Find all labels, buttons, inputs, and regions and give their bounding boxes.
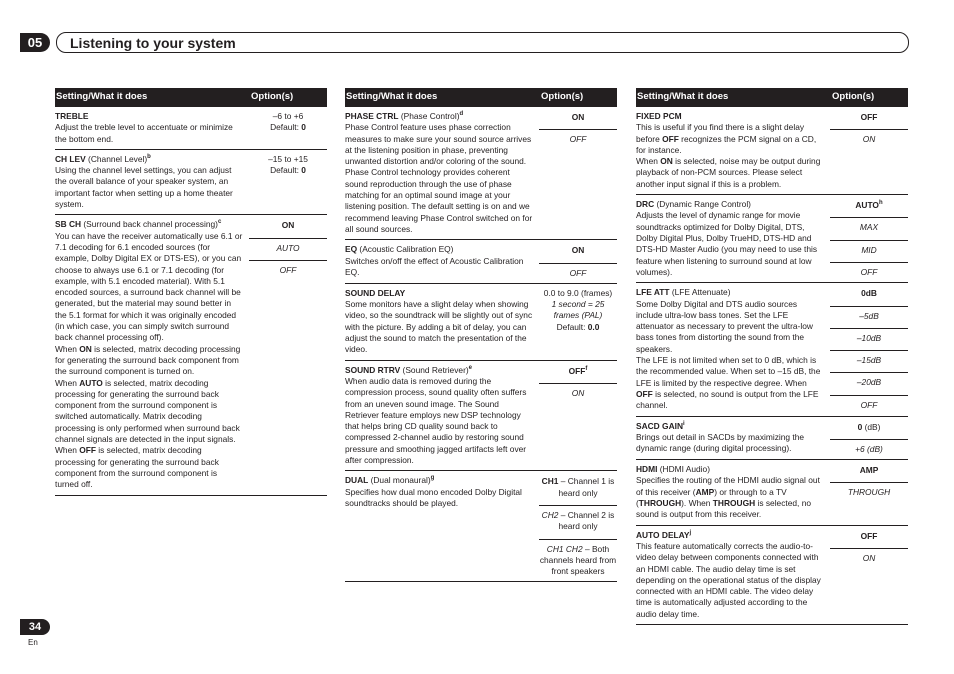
setting-description-cell xyxy=(636,199,827,278)
setting-options-cell xyxy=(539,111,617,235)
setting-name-label: CH LEV xyxy=(55,153,86,164)
setting-name-label: HDMI xyxy=(636,464,658,475)
option-value xyxy=(830,530,908,549)
option-value xyxy=(830,244,908,263)
chapter-number-tab: 05 xyxy=(20,33,50,52)
setting-row xyxy=(55,150,327,215)
option-label: –15dB xyxy=(856,355,882,366)
option-label: ON xyxy=(862,134,876,145)
setting-name-label: FIXED PCM xyxy=(636,111,682,121)
setting-description-text: Switches on/off the effect of Acoustic Calibration EQ. xyxy=(345,255,524,277)
setting-row xyxy=(345,107,617,240)
settings-table-column-3 xyxy=(636,88,908,625)
option-value xyxy=(539,133,617,145)
setting-name-label: PHASE CTRL xyxy=(345,111,399,121)
setting-name xyxy=(55,219,243,230)
option-value xyxy=(539,475,617,506)
page-number: 34 xyxy=(20,619,50,635)
setting-name xyxy=(636,464,824,475)
settings-table-column-1 xyxy=(55,88,327,496)
setting-row xyxy=(636,417,908,461)
option-label: ON xyxy=(281,220,295,231)
setting-description-cell xyxy=(345,244,536,279)
option-explanation: – Channel 1 is heard only xyxy=(558,476,615,498)
setting-name xyxy=(636,530,824,541)
setting-description-text: When ON is selected, noise may be output during playback of non-PCM sources. Please select another input signal if this is a problem. xyxy=(636,156,821,189)
option-label: AMP xyxy=(859,465,879,476)
option-value xyxy=(830,199,908,218)
setting-description-text: When ON is selected, matrix decoding processing for generating the surround back component from the surround component is turned on. xyxy=(55,343,241,377)
table-header xyxy=(345,88,617,107)
setting-name xyxy=(55,154,243,165)
option-label: AUTO xyxy=(276,242,300,253)
option-label: OFF xyxy=(860,112,878,122)
header-options-label: Option(s) xyxy=(541,91,584,102)
setting-name xyxy=(345,244,533,255)
setting-name-subtitle: (Acoustic Calibration EQ) xyxy=(357,244,454,255)
footnote-marker: g xyxy=(430,475,435,482)
option-value xyxy=(830,354,908,373)
setting-row xyxy=(55,107,327,150)
option-value xyxy=(539,387,617,399)
setting-name-label: AUTO DELAY xyxy=(636,529,690,540)
option-value xyxy=(830,399,908,411)
header-setting-label: Setting/What it does xyxy=(346,91,438,102)
setting-name-label: SB CH xyxy=(55,219,82,230)
footnote-marker: i xyxy=(683,420,685,427)
setting-description-text: Specifies the routing of the HDMI audio signal out of this receiver (AMP) or through to a TV (THROUGH). When THROUGH is selected, no sound is output from this receiver. xyxy=(636,475,820,520)
option-value xyxy=(830,486,908,498)
setting-description-text: Some monitors have a slight delay when showing video, so the soundtrack will be slightly out of sync with the picture. By adding a bit of delay, you can adjust the sound to match the presentation of the video. xyxy=(345,299,533,355)
setting-description-text: Phase Control feature uses phase correction measures to make sure your sound source arrives at the listening position in phase, preventing unwanted distortion and/or coloring of the sound. xyxy=(345,122,532,167)
setting-description-text: When AUTO is selected, matrix decoding processing for generating the surround back component from the surround component is switched automatically. Matrix decoding processing is only performed when surround back channel signals are detected in the input signals. xyxy=(55,377,240,445)
setting-description-text: Using the channel level settings, you can adjust the overall balance of your speaker system, an important factor when setting up a home theater system. xyxy=(55,165,233,210)
setting-description-cell xyxy=(55,219,246,490)
setting-name xyxy=(636,199,824,210)
setting-description-text: You can have the receiver automatically use 6.1 or 7.1 decoding for 6.1 encoded sources (for example, Dolby Digital EX or DTS-ES), or you can choose to always use 6.1 or 7.1 decoding (for example, with 5.1 encoded material). With 5.1 encoded sources, a surround back channel will be generated, but the material may sound better in the 5.1 format for which it was originally encoded (in which case, you can simply switch surround back channel processing off). xyxy=(55,230,243,343)
option-value xyxy=(539,111,617,130)
option-label: +6 (dB) xyxy=(855,443,883,454)
setting-description-text: This is useful if you find there is a slight delay before OFF recognizes the PCM signal on a CD, for instance. xyxy=(636,122,817,155)
option-label: OFF xyxy=(568,365,586,376)
setting-description-cell xyxy=(636,464,827,520)
chapter-title: Listening to your system xyxy=(70,35,236,51)
option-value xyxy=(830,421,908,440)
option-value xyxy=(539,244,617,263)
option-explanation: – Both channels heard from front speakers xyxy=(539,543,617,577)
setting-name-label: SOUND RTRV xyxy=(345,364,401,375)
setting-name xyxy=(55,111,243,122)
option-label: OFF xyxy=(860,530,878,541)
setting-description-cell xyxy=(345,111,536,235)
setting-name-label: DUAL xyxy=(345,475,369,486)
setting-description-cell xyxy=(636,530,827,620)
option-label: CH1 CH2 xyxy=(546,543,583,554)
setting-name-label: EQ xyxy=(345,244,358,255)
setting-name-subtitle: (LFE Attenuate) xyxy=(669,287,731,298)
option-value xyxy=(830,111,908,130)
option-value xyxy=(249,219,327,238)
option-value xyxy=(539,543,617,578)
setting-description-text: Some Dolby Digital and DTS audio sources include ultra-low bass tones. Set the LFE attenuator as necessary to prevent the ultra-low bass tones from distorting the sound from the speakers. xyxy=(636,298,813,354)
setting-row xyxy=(636,195,908,283)
option-label: –5dB xyxy=(859,310,879,321)
setting-row xyxy=(345,361,617,472)
setting-description-text: When OFF is selected, matrix decoding processing for generating the surround back component from the surround component is turned off. xyxy=(55,445,219,490)
setting-options-cell xyxy=(539,244,617,279)
setting-description-text: This feature automatically corrects the audio-to-video delay between components connected with an HDMI cable. The audio delay time is set depending on the operational status of the display connected with an HDMI cable. The video delay time is automatically adjusted according to the audio delay time. xyxy=(636,540,821,619)
option-label: 0 xyxy=(857,421,863,432)
option-value xyxy=(830,287,908,306)
option-value xyxy=(830,552,908,564)
table-header xyxy=(636,88,908,107)
setting-options-cell xyxy=(539,475,617,577)
setting-name-label: DRC xyxy=(636,199,655,210)
option-value xyxy=(249,242,327,261)
setting-row xyxy=(636,283,908,416)
footnote-marker: d xyxy=(459,111,464,118)
option-label: THROUGH xyxy=(847,487,891,498)
option-label: OFF xyxy=(569,267,587,278)
setting-row xyxy=(636,107,908,195)
option-label: OFF xyxy=(860,266,878,277)
setting-row xyxy=(345,284,617,361)
option-label: 0dB xyxy=(861,288,877,299)
option-explanation: – Channel 2 is heard only xyxy=(558,509,615,532)
setting-description-text: Phase Control technology provides coherent sound reproduction through the use of phase matching for an optimal sound image at your listening position. The default setting is on and we recommend leaving Phase Control switched on for all sound sources. xyxy=(345,167,533,234)
option-label: OFF xyxy=(860,399,878,410)
footnote-marker: h xyxy=(878,200,883,207)
option-label: ON xyxy=(571,245,585,256)
option-value xyxy=(830,376,908,395)
option-value: –15 to +15 xyxy=(268,153,308,164)
setting-name-subtitle: (Phase Control) xyxy=(398,111,460,121)
option-value xyxy=(830,332,908,351)
footnote-marker: f xyxy=(585,365,588,372)
setting-name-subtitle: (Sound Retriever) xyxy=(400,364,469,375)
option-value: 1 second = 25 frames (PAL) xyxy=(551,299,605,321)
setting-description-cell xyxy=(345,288,536,356)
setting-row xyxy=(345,471,617,582)
setting-name xyxy=(636,111,824,122)
setting-options-cell xyxy=(249,154,327,210)
option-value xyxy=(539,509,617,540)
setting-name-subtitle: (Dual monaural) xyxy=(368,475,431,486)
setting-options-cell xyxy=(830,199,908,278)
setting-description-cell xyxy=(345,475,536,577)
footnote-marker: j xyxy=(689,529,692,536)
setting-name-label: SOUND DELAY xyxy=(345,287,406,298)
setting-description-text: When audio data is removed during the compression process, sound quality often suffers from an uneven sound image. The Sound Retriever feature employs new DSP technology that helps bring CD quality sound back to compressed 2-channel audio by restoring sound pressure and smoothing jagged artifacts left over after compression. xyxy=(345,375,527,466)
setting-row xyxy=(55,215,327,495)
setting-description-text: Brings out detail in SACDs by maximizing the dynamic range (during digital processing). xyxy=(636,431,805,454)
setting-options-cell xyxy=(249,219,327,490)
setting-options-cell xyxy=(830,464,908,520)
setting-name xyxy=(345,111,533,122)
option-label: –10dB xyxy=(856,332,882,343)
setting-description-text: Adjust the treble level to accentuate or minimize the bottom end. xyxy=(55,122,233,144)
footnote-marker: c xyxy=(217,219,222,226)
option-value xyxy=(539,267,617,279)
option-label: MID xyxy=(861,244,877,255)
option-value xyxy=(830,266,908,278)
option-label: AUTO xyxy=(855,200,879,211)
language-label: En xyxy=(28,638,38,647)
setting-options-cell xyxy=(830,530,908,620)
setting-description-cell xyxy=(345,365,536,467)
setting-description-cell xyxy=(55,154,246,210)
option-value: Default: 0.0 xyxy=(556,321,600,332)
option-value xyxy=(830,133,908,145)
option-label: ON xyxy=(571,387,585,398)
setting-name-label: TREBLE xyxy=(55,111,89,121)
setting-description-text: Adjusts the level of dynamic range for movie soundtracks optimized for Dolby Digital, DTS, Dolby Digital Plus, Dolby TrueHD, DTS-HD and DTS-HD Master Audio (you may need to use this feature when listening to surround sound at low volumes). xyxy=(636,210,818,277)
setting-row xyxy=(636,460,908,525)
setting-description-cell xyxy=(636,421,827,456)
setting-description-cell xyxy=(636,287,827,411)
footnote-marker: e xyxy=(468,364,472,371)
header-options-label: Option(s) xyxy=(832,91,875,102)
header-setting-label: Setting/What it does xyxy=(637,91,729,102)
settings-table-column-2 xyxy=(345,88,617,582)
option-label: –20dB xyxy=(856,377,882,388)
setting-name-subtitle: (Dynamic Range Control) xyxy=(654,199,751,210)
header-setting-label: Setting/What it does xyxy=(56,91,148,102)
setting-description-text: Specifies how dual mono encoded Dolby Digital soundtracks should be played. xyxy=(345,486,522,508)
setting-name xyxy=(636,421,824,432)
setting-name xyxy=(345,475,533,486)
setting-row xyxy=(345,240,617,284)
setting-name-label: LFE ATT xyxy=(636,287,670,298)
option-value xyxy=(539,365,617,384)
setting-name xyxy=(636,287,824,298)
option-value xyxy=(830,310,908,329)
setting-name-subtitle: (Channel Level) xyxy=(85,153,148,164)
chapter-header-bar xyxy=(56,32,909,53)
option-explanation: (dB) xyxy=(862,421,881,432)
setting-name-subtitle: (HDMI Audio) xyxy=(657,464,710,475)
setting-options-cell xyxy=(830,421,908,456)
setting-name-subtitle: (Surround back channel processing) xyxy=(81,219,218,230)
option-value: –6 to +6 xyxy=(272,111,304,121)
setting-options-cell xyxy=(830,287,908,411)
option-label: OFF xyxy=(279,264,297,275)
setting-description-cell xyxy=(636,111,827,190)
setting-options-cell xyxy=(539,365,617,467)
setting-row xyxy=(636,526,908,625)
option-label: CH2 xyxy=(541,509,559,520)
setting-name-label: SACD GAIN xyxy=(636,420,683,431)
option-label: MAX xyxy=(859,222,879,233)
setting-name xyxy=(345,288,533,299)
option-value: 0.0 to 9.0 (frames) xyxy=(543,287,613,298)
footnote-marker: b xyxy=(147,154,151,161)
setting-options-cell xyxy=(249,111,327,145)
setting-description-cell xyxy=(55,111,246,145)
option-value: Default: 0 xyxy=(270,165,306,176)
setting-description-text: The LFE is not limited when set to 0 dB, which is the recommended value. When set to –15 dB, the LFE is limited by the respective degree. When OFF is selected, no sound is output from the LFE channel. xyxy=(636,355,821,411)
option-value: Default: 0 xyxy=(270,122,306,133)
option-label: OFF xyxy=(569,134,587,145)
setting-options-cell xyxy=(830,111,908,190)
setting-options-cell xyxy=(539,288,617,356)
option-value xyxy=(830,464,908,483)
option-label: CH1 xyxy=(541,476,559,487)
option-value xyxy=(830,443,908,455)
option-value xyxy=(249,264,327,276)
table-header xyxy=(55,88,327,107)
setting-name xyxy=(345,365,533,376)
option-label: ON xyxy=(862,552,876,563)
option-value xyxy=(830,221,908,240)
header-options-label: Option(s) xyxy=(251,91,294,102)
option-label: ON xyxy=(571,112,585,122)
